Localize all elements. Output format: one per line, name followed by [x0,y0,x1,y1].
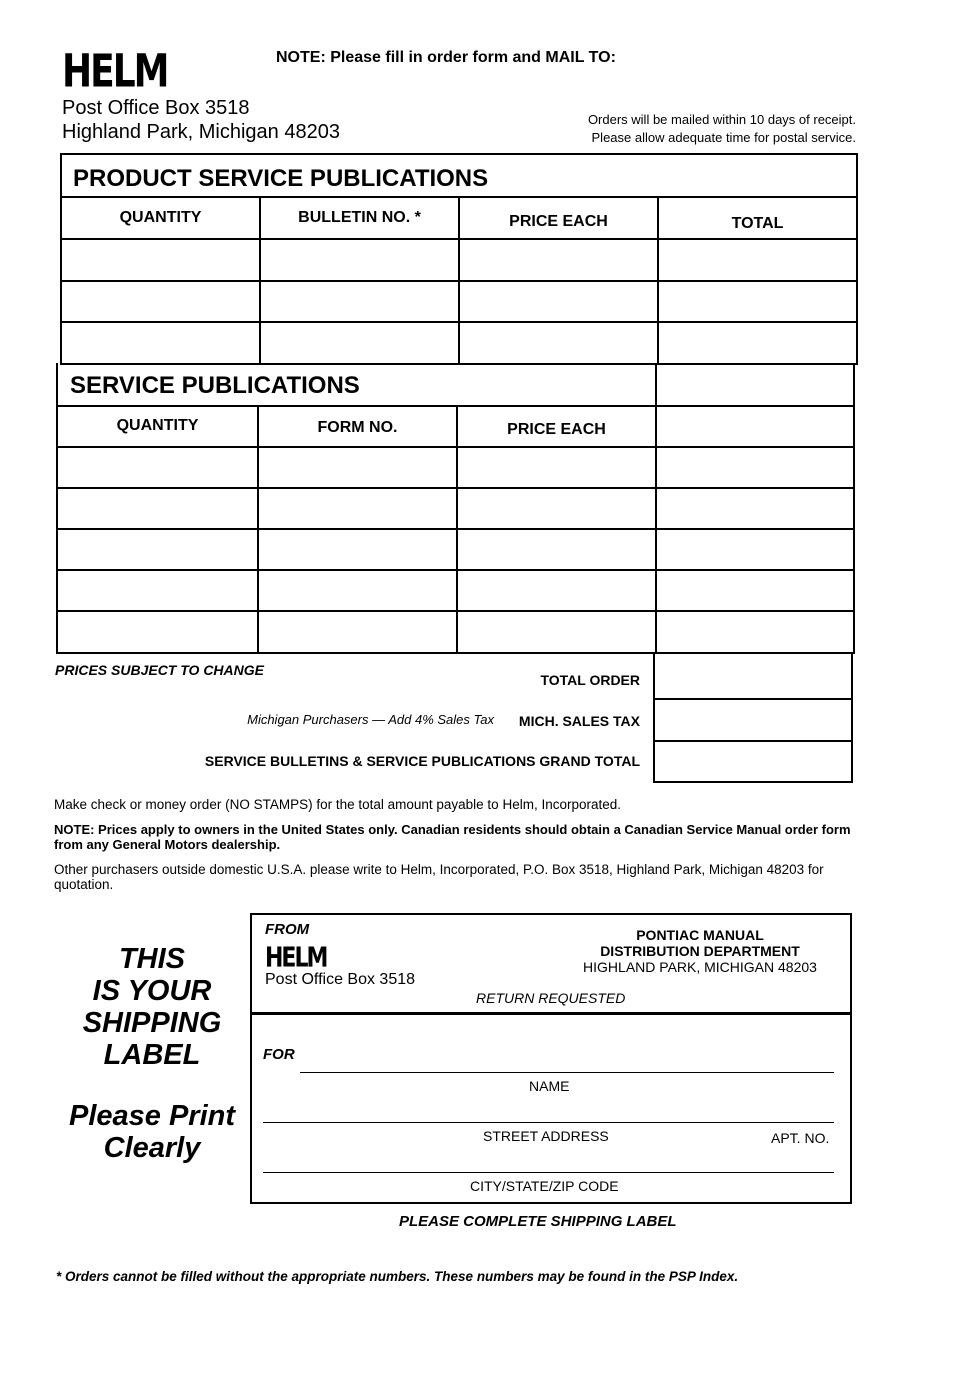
sp-row5-price-field[interactable] [458,612,655,652]
sp-row5-quantity-field[interactable] [58,612,257,652]
canada-note: NOTE: Prices apply to owners in the United States only. Canadian residents should obtain a Canadian Service Manual order form from any General Motors dealership. [54,822,851,852]
sp-row2-quantity-field[interactable] [58,489,257,528]
sp-col-form: FORM NO. [317,419,398,436]
shipping-side-line1: THIS [118,943,186,975]
footnote: * Orders cannot be filled without the appropriate numbers. These numbers may be found in the PSP Index. [56,1269,739,1284]
psp-row2-price-field[interactable] [460,282,657,321]
sp-row2-total-field[interactable] [657,489,853,528]
sp-row4-form-field[interactable] [259,571,456,610]
complete-shipping-note: PLEASE COMPLETE SHIPPING LABEL [399,1213,677,1230]
sp-row3-quantity-field[interactable] [58,530,257,569]
shipping-side-line2: IS YOUR [92,975,212,1007]
sp-section-title: SERVICE PUBLICATIONS [70,372,360,399]
psp-col-quantity: QUANTITY [119,209,202,226]
sp-row1-quantity-field[interactable] [58,448,257,487]
other-purchasers-note: Other purchasers outside domestic U.S.A. please write to Helm, Incorporated, P.O. Box 3518, Highland Park, Michigan 48203 for quotation. [54,862,824,892]
print-clearly-line2: Clearly [103,1132,201,1164]
shipping-side-text [62,943,242,1071]
dept-line3: HIGHLAND PARK, MICHIGAN 48203 [583,959,817,975]
mich-sales-tax-field[interactable] [655,700,851,740]
header-address-line1: Post Office Box 3518 [62,97,250,119]
print-clearly-line1: Please Print [68,1100,236,1132]
sp-row1-total-field[interactable] [657,448,853,487]
psp-col-price: PRICE EACH [509,213,608,230]
psp-section-title: PRODUCT SERVICE PUBLICATIONS [73,165,489,192]
apt-no-label: APT. NO. [771,1130,830,1146]
sp-row1-form-field[interactable] [259,448,456,487]
grand-total-field[interactable] [655,742,851,781]
prices-subject-note: PRICES SUBJECT TO CHANGE [55,662,264,678]
sp-row5-form-field[interactable] [259,612,456,652]
shipping-side-line3: SHIPPING [82,1007,222,1039]
sp-row2-form-field[interactable] [259,489,456,528]
sp-col-quantity: QUANTITY [116,417,199,434]
sp-row4-quantity-field[interactable] [58,571,257,610]
sp-row3-price-field[interactable] [458,530,655,569]
sp-row4-price-field[interactable] [458,571,655,610]
sp-row4-total-field[interactable] [657,571,853,610]
street-address-input[interactable] [263,1092,834,1122]
psp-row1-price-field[interactable] [460,240,657,280]
print-clearly-text [62,1100,242,1164]
from-label: FROM [265,921,310,938]
sp-col-price: PRICE EACH [507,421,606,438]
psp-row3-bulletin-field[interactable] [261,323,458,363]
psp-row2-total-field[interactable] [659,282,856,321]
psp-col-bulletin: BULLETIN NO. * [298,209,421,226]
michigan-tax-note: Michigan Purchasers — Add 4% Sales Tax [247,712,494,727]
sp-row5-total-field[interactable] [657,612,853,652]
psp-col-total: TOTAL [731,215,784,232]
sp-subtotal-field[interactable] [657,365,853,405]
psp-row1-total-field[interactable] [659,240,856,280]
psp-row1-bulletin-field[interactable] [261,240,458,280]
psp-row1-quantity-field[interactable] [62,240,259,280]
total-order-field[interactable] [655,655,851,698]
name-input[interactable] [300,1040,834,1072]
total-order-label: TOTAL ORDER [540,672,640,688]
from-address: Post Office Box 3518 [265,971,416,988]
city-state-zip-input[interactable] [263,1142,834,1172]
return-requested-label: RETURN REQUESTED [476,990,626,1006]
header-address-line2: Highland Park, Michigan 48203 [62,121,340,143]
mich-sales-tax-label: MICH. SALES TAX [518,713,640,729]
sp-row2-price-field[interactable] [458,489,655,528]
mail-to-note: NOTE: Please fill in order form and MAIL TO: [276,49,616,66]
sp-row3-total-field[interactable] [657,530,853,569]
psp-row3-quantity-field[interactable] [62,323,259,363]
city-state-zip-label: CITY/STATE/ZIP CODE [470,1178,619,1194]
dept-line2: DISTRIBUTION DEPARTMENT [600,943,800,959]
check-note: Make check or money order (NO STAMPS) for the total amount payable to Helm, Incorporated. [54,797,621,812]
helm-logo: HELM [62,46,168,98]
sp-header-total-field[interactable] [657,407,853,446]
dept-line1: PONTIAC MANUAL [636,927,764,943]
for-label: FOR [263,1046,295,1063]
grand-total-label: SERVICE BULLETINS & SERVICE PUBLICATIONS GRAND TOTAL [204,753,640,769]
mail-note-line2: Please allow adequate time for postal service. [591,130,856,145]
shipping-side-line4: LABEL [103,1039,201,1071]
sp-row3-form-field[interactable] [259,530,456,569]
psp-row3-price-field[interactable] [460,323,657,363]
street-address-label: STREET ADDRESS [483,1128,609,1144]
psp-row2-bulletin-field[interactable] [261,282,458,321]
psp-row2-quantity-field[interactable] [62,282,259,321]
from-helm-logo: HELM [265,942,327,974]
mail-note-line1: Orders will be mailed within 10 days of receipt. [587,112,856,127]
psp-row3-total-field[interactable] [659,323,856,363]
sp-row1-price-field[interactable] [458,448,655,487]
name-label: NAME [529,1078,570,1094]
